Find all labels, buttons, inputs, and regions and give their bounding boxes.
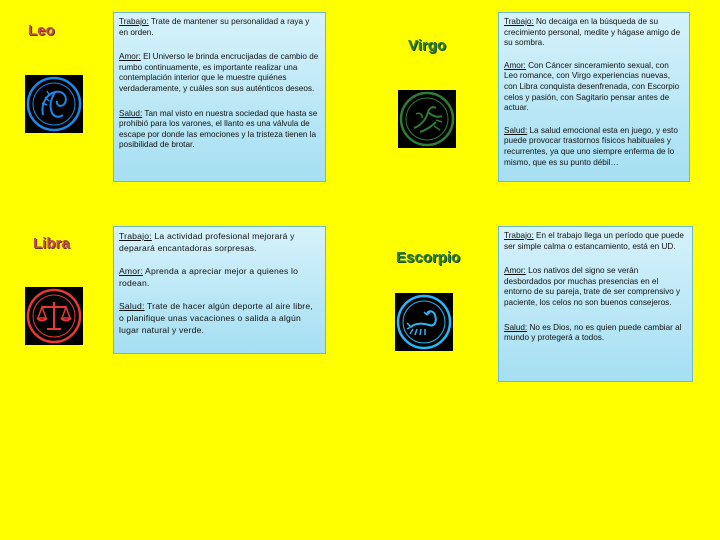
libra-love-paragraph <box>119 266 320 289</box>
leo-glyph-icon <box>25 75 83 133</box>
leo-health-paragraph <box>119 109 320 151</box>
virgo-health-text: La salud emocional esta en juego, y esto puede provocar trastornos físicos habituales y recurrentes, ya que uno siempre enferma de lo mismo, que es su punto débil… <box>504 125 678 167</box>
escorpio-work-text: En el trabajo llega un período que puede ser simple calma o estancamiento, está en UD. <box>504 231 684 251</box>
scorpion-glyph-icon <box>395 293 453 351</box>
escorpio-love-label: Amor: <box>504 266 526 276</box>
leo-horoscope-card <box>113 12 326 182</box>
virgo-glyph-icon <box>398 90 456 148</box>
libra-work-label: Trabajo: <box>119 231 152 241</box>
leo-work-text: Trate de mantener su personalidad a raya y en orden. <box>119 17 310 37</box>
virgo-work-label: Trabajo: <box>504 17 534 26</box>
escorpio-health-label: Salud: <box>504 322 528 332</box>
virgo-work-paragraph <box>504 17 684 49</box>
escorpio-work-label: Trabajo: <box>504 231 534 240</box>
libra-love-label: Amor: <box>119 266 143 277</box>
leo-work-paragraph <box>119 17 320 38</box>
libra-health-text: Trate de hacer algún deporte al aire libre, o planifique unas vacaciones o salida a algún lugar natural y verde. <box>119 301 313 335</box>
leo-love-text: El Universo le brinda encrucijadas de cambio de rumbo continuamente, es importante realizar una contemplación interior que le muestre quiénes verdaderamente, y cuáles son sus auténticos deseos. <box>119 52 319 93</box>
virgo-health-label: Salud: <box>504 125 528 135</box>
leo-love-paragraph <box>119 52 320 94</box>
libra-health-label: Salud: <box>119 301 145 312</box>
leo-title: Leo <box>28 22 55 39</box>
libra-scales-icon <box>25 287 83 345</box>
virgo-love-paragraph <box>504 61 684 114</box>
virgo-title: Virgo <box>408 37 447 54</box>
virgo-love-text: Con Cáncer sinceramiento sexual, con Leo romance, con Virgo experiencias nuevas, con Libra conquista desenfrenada, con Escorpio celos y pasión, con Sagitario pensar antes de actuar. <box>504 60 680 113</box>
escorpio-health-paragraph <box>504 323 687 344</box>
escorpio-love-text: Los nativos del signo se verán desbordados por muchas presencias en el entorno de su pareja, trate de ser comprensivo y paciente, los celos no son buenos consejeros. <box>504 266 681 307</box>
virgo-health-paragraph <box>504 126 684 168</box>
libra-health-paragraph <box>119 301 320 336</box>
leo-health-text: Tan mal visto en nuestra sociedad que hasta se prohibió para los varones, el llanto es una válvula de escape por donde las emociones y la tristeza tienen la posibilidad de brotar. <box>119 108 318 150</box>
leo-health-label: Salud: <box>119 108 143 118</box>
libra-work-paragraph <box>119 231 320 254</box>
libra-title: Libra <box>33 235 70 252</box>
escorpio-horoscope-card <box>498 226 693 382</box>
libra-work-text: La actividad profesional mejorará y deparará encantadoras sorpresas. <box>119 231 295 253</box>
virgo-horoscope-card <box>498 12 690 182</box>
libra-horoscope-card <box>113 226 326 354</box>
escorpio-love-paragraph <box>504 266 687 308</box>
libra-love-text: Aprenda a apreciar mejor a quienes lo rodean. <box>119 266 299 288</box>
virgo-love-label: Amor: <box>504 60 526 70</box>
virgo-work-text: No decaiga en la búsqueda de su crecimiento personal, medite y hágase amigo de su sombra. <box>504 17 681 48</box>
leo-work-label: Trabajo: <box>119 17 149 26</box>
escorpio-work-paragraph <box>504 231 687 252</box>
leo-love-label: Amor: <box>119 52 141 62</box>
escorpio-title: Escorpio <box>396 249 461 266</box>
escorpio-health-text: No es Dios, no es quien puede cambiar al mundo y protegerá a todos. <box>504 322 682 343</box>
